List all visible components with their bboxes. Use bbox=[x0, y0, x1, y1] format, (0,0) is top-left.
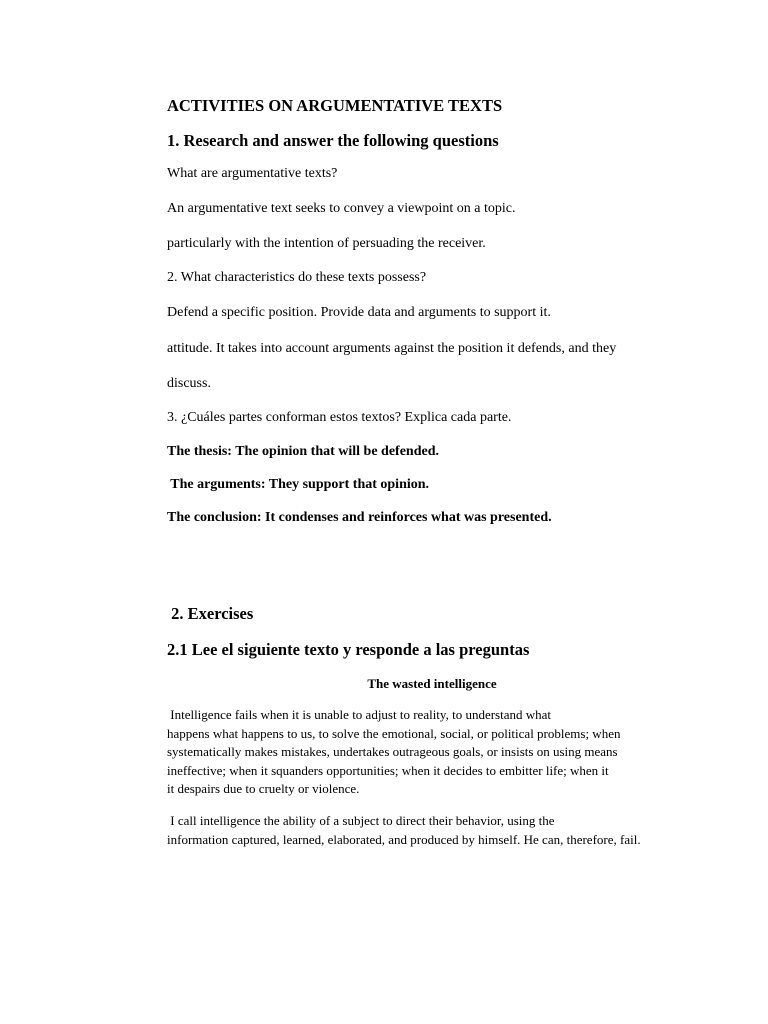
paragraph-1-line: systematically makes mistakes, undertakes outrageous goals, or insists on using means bbox=[167, 744, 618, 760]
question-1: What are argumentative texts? bbox=[167, 166, 338, 181]
section-2-heading: 2. Exercises bbox=[167, 604, 254, 623]
answer-2-line-3: discuss. bbox=[167, 376, 211, 391]
question-3: 3. ¿Cuáles partes conforman estos textos? Explica cada parte. bbox=[167, 410, 512, 425]
answer-2-line-2: attitude. It takes into account arguments against the position it defends, and they bbox=[167, 341, 617, 356]
paragraph-2-line: I call intelligence the ability of a subject to direct their behavior, using the bbox=[167, 813, 555, 828]
answer-1-line-1: An argumentative text seeks to convey a viewpoint on a topic. bbox=[167, 201, 516, 216]
reading-paragraph-2 bbox=[167, 812, 727, 849]
question-2: 2. What characteristics do these texts possess? bbox=[167, 270, 427, 285]
part-arguments: The arguments: They support that opinion. bbox=[167, 477, 430, 492]
reading-title: The wasted intelligence bbox=[367, 676, 497, 691]
paragraph-1-line: ineffective; when it squanders opportunities; when it decides to embitter life; when it bbox=[167, 762, 609, 778]
paragraph-1-line: Intelligence fails when it is unable to adjust to reality, to understand what bbox=[167, 707, 552, 722]
document-title: ACTIVITIES ON ARGUMENTATIVE TEXTS bbox=[167, 96, 503, 115]
reading-paragraph-1 bbox=[167, 706, 727, 799]
paragraph-2-line: information captured, learned, elaborated, and produced by himself. He can, therefore, fail. bbox=[167, 831, 641, 847]
part-thesis: The thesis: The opinion that will be defended. bbox=[167, 444, 440, 459]
paragraph-1-line: it despairs due to cruelty or violence. bbox=[167, 781, 360, 797]
answer-2-line-1: Defend a specific position. Provide data and arguments to support it. bbox=[167, 305, 551, 320]
section-2-1-heading: 2.1 Lee el siguiente texto y responde a las preguntas bbox=[167, 640, 530, 659]
paragraph-1-line: happens what happens to us, to solve the emotional, social, or political problems; when bbox=[167, 725, 621, 741]
answer-1-line-2: particularly with the intention of persuading the receiver. bbox=[167, 236, 486, 251]
part-conclusion: The conclusion: It condenses and reinforces what was presented. bbox=[167, 510, 552, 525]
section-1-heading: 1. Research and answer the following questions bbox=[167, 131, 499, 150]
